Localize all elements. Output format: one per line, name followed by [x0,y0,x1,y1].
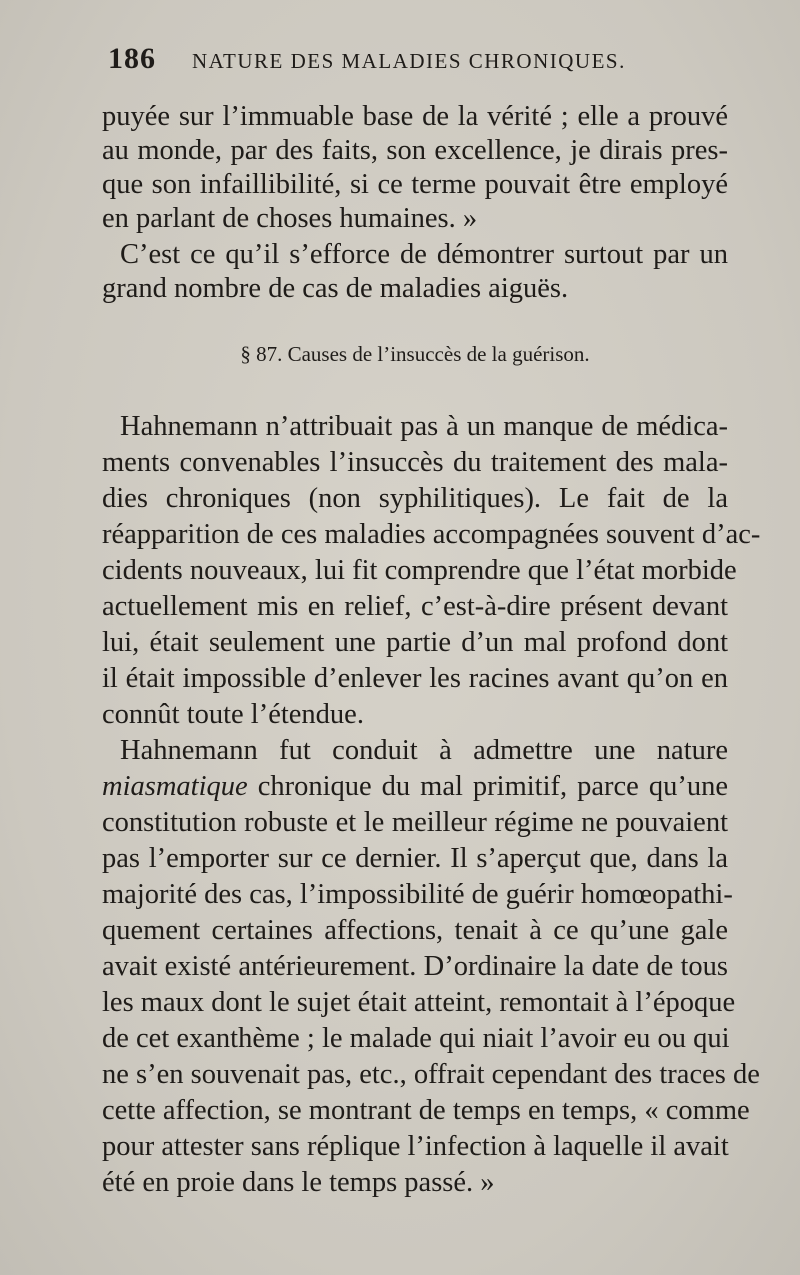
text-line: que son infaillibilité, si ce terme pouvait être employé [102,169,728,200]
text-line: les maux dont le sujet était atteint, remontait à l’époque [102,987,736,1018]
text-line: ments convenables l’insuccès du traitement des mala- [102,447,728,478]
text-line: constitution robuste et le meilleur régime ne pouvaient [102,807,728,838]
text-line: pour attester sans réplique l’infection à laquelle il avait [102,1131,729,1162]
text-line-rest: chronique du mal primitif, parce qu’une [247,771,728,802]
text-line: avait existé antérieurement. D’ordinaire la date de tous [102,951,728,982]
text-line [102,770,728,804]
text-line: pas l’emporter sur ce dernier. Il s’aperçut que, dans la [102,843,728,874]
text-line: Hahnemann fut conduit à admettre une nature [120,735,728,766]
text-line: puyée sur l’immuable base de la vérité ; elle a prouvé [102,101,728,132]
text-line: cidents nouveaux, lui fit comprendre que l’état morbide [102,555,737,586]
italic-word: miasmatique [102,771,248,802]
text-line: été en proie dans le temps passé. » [102,1167,495,1198]
running-title: NATURE DES MALADIES CHRONIQUES. [192,49,626,73]
text-line: cette affection, se montrant de temps en temps, « comme [102,1095,750,1126]
text-line: ne s’en souvenait pas, etc., offrait cependant des traces de [102,1059,760,1090]
text-line: dies chroniques (non syphilitiques). Le fait de la [102,483,728,514]
text-line: actuellement mis en relief, c’est-à-dire présent devant [102,591,728,622]
text-line: grand nombre de cas de maladies aiguës. [102,273,569,304]
text-line: réapparition de ces maladies accompagnées souvent d’ac- [102,519,761,550]
text-line: au monde, par des faits, son excellence, je dirais pres- [102,135,728,166]
text-line: il était impossible d’enlever les racines avant qu’on en [102,663,728,694]
text-line: quement certaines affections, tenait à ce qu’une gale [102,915,728,946]
page-header [108,42,648,86]
text-line: lui, était seulement une partie d’un mal profond dont [102,627,728,658]
text-line: en parlant de choses humaines. » [102,203,478,234]
text-line: connût toute l’étendue. [102,699,364,730]
page-number: 186 [108,42,156,75]
text-line: Hahnemann n’attribuait pas à un manque de médica- [120,411,728,442]
text-line: majorité des cas, l’impossibilité de guérir homœopathi- [102,879,733,910]
section-heading: § 87. Causes de l’insuccès de la guérison. [240,342,590,366]
text-line: C’est ce qu’il s’efforce de démontrer surtout par un [120,239,728,270]
text-line: de cet exanthème ; le malade qui niait l’avoir eu ou qui [102,1023,730,1054]
